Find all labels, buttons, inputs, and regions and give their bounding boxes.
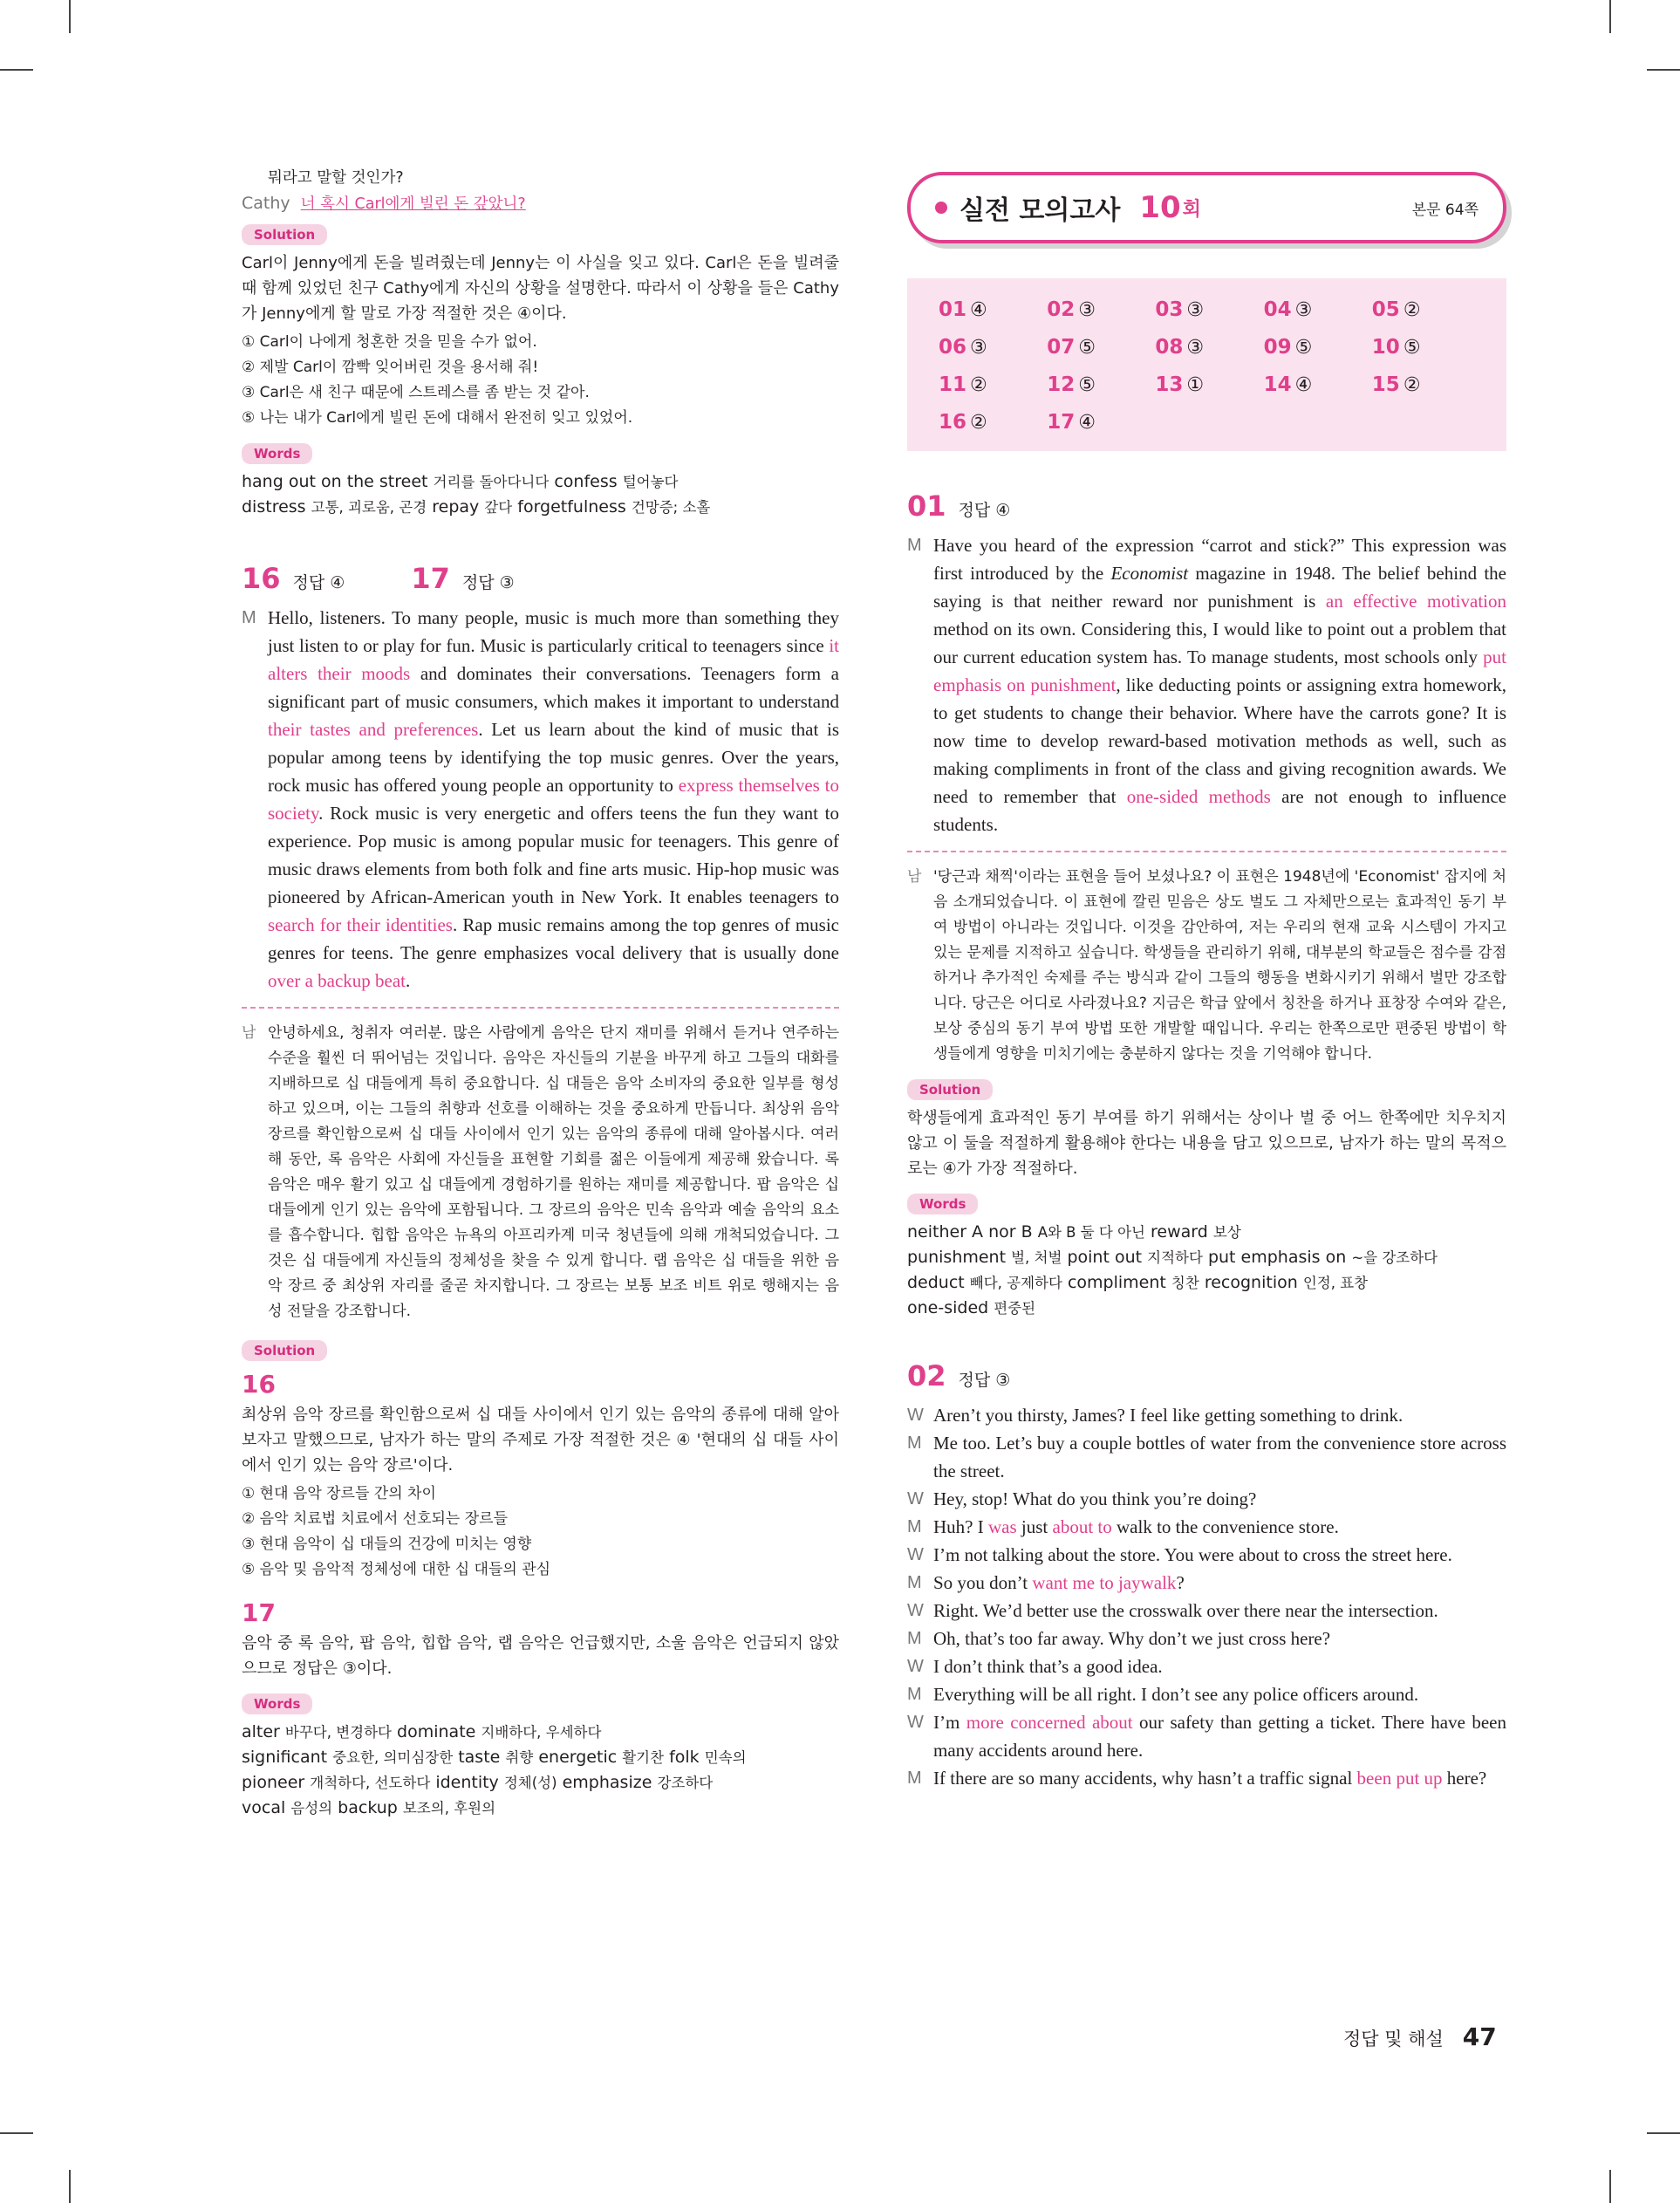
page-reference: 본문 64쪽	[1411, 201, 1479, 219]
speaker-label: W	[907, 1657, 924, 1676]
translation-text: 안녕하세요, 청취자 여러분. 많은 사람에게 음악은 단지 재미를 위해서 듣거나 연주하는 수준을 훨씬 더 뛰어넘는 것입니다. 음악은 자신들의 기분을 바꾸게 하고 그들의 대화를 지배하므로 십 대들에게 특히 중요합니다. 십 대들은 음악 소비자의 중요한 일부를 형성하고 있으며, 이는 그들의 취향과 선호를 이해하는 것을 중요하게 만듭니다. 최상위 음악 장르를 확인함으로써 십 대들 사이에서 인기 있는 음악의 종류에 대해 알아봅시다. 여러 해 동안, 록 음악은 사회에 자신들을 표현할 기회를 젊은 이들에게 제공해 왔습니다. 록 음악은 매우 활기 있고 십 대들에게 경험하기를 원하는 재미를 제공합니다. 팝 음악은 십 대들에게 인기 있는 음악에 포함됩니다. 그 장르의 음악은 민속 음악과 예술 음악의 요소를 흡수합니다. 힙합 음악은 뉴욕의 아프리카계 미국 청년들에 의해 개척되었습니다. 그것은 십 대들에게 자신들의 정체성을 찾을 수 있게 합니다. 랩 음악은 십 대들을 위한 음악 장르 중 최상위 자리를 줄곧 차지합니다. 그 장르는 보통 보조 비트 위로 행해지는 음성 전달을 강조합니다.	[268, 1024, 839, 1320]
answer-cell	[939, 407, 1047, 439]
answer-choice: ②	[970, 374, 987, 396]
word-term: taste	[458, 1748, 501, 1767]
answer-cell	[1372, 369, 1480, 401]
answer-choice: ①	[1186, 374, 1205, 396]
word-meaning: 강조하다	[657, 1775, 714, 1791]
answer-choice: ③	[1186, 337, 1205, 359]
word-term: emphasize	[562, 1773, 652, 1792]
solution-badge: Solution	[242, 1340, 327, 1361]
word-meaning: 보조의, 후원의	[402, 1800, 496, 1816]
word-meaning: 취향	[505, 1749, 534, 1766]
answer-label: 정답 ③	[958, 1371, 1011, 1390]
dialogue-text	[933, 1541, 1506, 1569]
question-number: 01	[907, 489, 946, 523]
words-badge: Words	[907, 1194, 978, 1214]
answer-number: 13	[1155, 373, 1184, 396]
word-term: forgetfulness	[517, 497, 626, 517]
solution-options	[242, 1481, 839, 1583]
dialogue-script	[907, 1401, 1506, 1792]
word-meaning: 건망증; 소홀	[631, 499, 711, 516]
answer-number: 07	[1047, 336, 1076, 359]
answer-number: 04	[1263, 298, 1292, 321]
word-term: punishment	[907, 1248, 1007, 1267]
answer-choice: ④	[970, 299, 987, 321]
highlighted-phrase: it alters their moods	[268, 635, 839, 684]
script-segment: just	[1016, 1516, 1053, 1537]
listening-script	[242, 604, 839, 995]
answer-choice: ②	[1403, 299, 1421, 321]
solution-number: 16	[242, 1370, 276, 1399]
speaker-label: W	[907, 1713, 924, 1732]
option-item: ⑤ 나는 내가 Carl에게 빌린 돈에 대해서 완전히 잊고 있었어.	[242, 409, 633, 427]
word-term: recognition	[1204, 1273, 1298, 1292]
answer-choice: ⑤	[1403, 337, 1421, 359]
section-header	[907, 172, 1506, 243]
dialogue-line	[907, 1541, 1506, 1569]
speaker-label: W	[907, 1601, 924, 1620]
highlighted-phrase: over a backup beat	[268, 970, 406, 991]
script-segment: So you don’t	[933, 1572, 1033, 1593]
highlighted-phrase: been put up	[1356, 1768, 1443, 1789]
answer-cell	[1264, 294, 1372, 326]
highlighted-phrase: about to	[1052, 1516, 1112, 1537]
prev-question-tail: 뭐라고 말할 것인가?	[268, 169, 404, 187]
answer-cell	[1047, 407, 1155, 439]
script-segment: are not enough to influence students.	[933, 786, 1506, 835]
question-header-01	[907, 489, 1506, 523]
words-row	[242, 1796, 839, 1821]
script-segment: and dominates their conversations. Teenagers form a significant part of music consumers, which makes it important to understand	[268, 663, 839, 712]
speaker-label: M	[907, 1629, 922, 1648]
answer-number: 15	[1371, 373, 1400, 396]
answer-label: 정답 ③	[461, 573, 515, 592]
option-item: ⑤ 음악 및 음악적 정체성에 대한 십 대들의 관심	[242, 1561, 551, 1578]
word-term: energetic	[538, 1748, 618, 1767]
answer-choice: ⑤	[1294, 337, 1313, 359]
footer-label: 정답 및 해설	[1343, 2029, 1444, 2049]
script-segment: Hey, stop! What do you think you’re doing?	[933, 1488, 1257, 1509]
answer-cell	[1155, 369, 1263, 401]
answer-number: 01	[939, 298, 967, 321]
dialogue-line	[907, 1680, 1506, 1708]
dialogue-text	[933, 1764, 1506, 1792]
answer-cell	[1264, 332, 1372, 364]
answer-cell	[1047, 332, 1155, 364]
dialogue-line	[907, 1625, 1506, 1652]
words-badge: Words	[242, 443, 312, 464]
word-meaning: 활기찬	[622, 1749, 665, 1766]
answer-choice: ③	[970, 337, 987, 359]
question-header-16-17	[242, 562, 839, 595]
answer-choice: ②	[1403, 374, 1421, 396]
words-row	[907, 1220, 1506, 1245]
answer-number: 11	[939, 373, 967, 396]
script-segment: . Rock music is very energetic and offers teens the fun they want to experience. Pop music is among popular music for teenagers. This genre of music draws elements from both folk and fine arts music. Hip-hop music was pioneered by African-American youth in New York. It enables teenagers to	[268, 803, 839, 907]
speaker-label: Cathy	[242, 194, 290, 213]
highlighted-phrase: more concerned about	[966, 1712, 1133, 1733]
script-segment: Have you heard of the expression “carrot and stick?” This expression was first introduced by the	[933, 535, 1506, 584]
dialogue-line	[907, 1401, 1506, 1429]
crop-mark	[69, 2170, 71, 2203]
speaker-label: 남	[907, 868, 922, 886]
word-meaning: 인정, 표창	[1302, 1275, 1369, 1291]
answer-number: 08	[1155, 336, 1184, 359]
answer-choice: ②	[970, 412, 987, 434]
words-list	[907, 1220, 1506, 1321]
translation-text: '당근과 채찍'이라는 표현을 들어 보셨나요? 이 표현은 1948년에 'Economist' 잡지에 처음 소개되었습니다. 이 표현에 깔린 믿음은 상도 벌도 그 자체만으로는 효과적인 동기 부여 방법이 아니라는 것입니다. 이것을 감안하여, 저는 우리의 현재 교육 시스템이 가지고 있는 문제를 지적하고 싶습니다. 학생들을 관리하기 위해, 대부분의 학교들은 점수를 감점하거나 추가적인 숙제를 주는 방식과 같이 그들의 행동을 변화시키기 위해서 벌만 강조합니다. 당근은 어디로 사라졌나요? 지금은 학급 앞에서 칭찬을 하거나 표창장 수여와 같은, 보상 중심의 동기 부여 방법 또한 개발할 때입니다. 우리는 한쪽으로만 편중된 방법이 학생들에게 영향을 미치기에는 충분하지 않다는 것을 기억해야 합니다.	[933, 868, 1506, 1063]
highlighted-phrase: was	[987, 1516, 1017, 1537]
page-footer	[1343, 2022, 1497, 2051]
crop-mark	[1647, 2132, 1680, 2134]
word-meaning: 칭찬	[1171, 1275, 1199, 1291]
answer-choice: ④	[1294, 374, 1313, 396]
test-number: 10	[1139, 190, 1181, 225]
script-segment: our safety than getting a ticket. There have been many accidents around here.	[933, 1712, 1506, 1761]
word-meaning: 고통, 괴로움, 곤경	[311, 499, 427, 516]
script-segment: Everything will be all right. I don’t see any police officers around.	[933, 1684, 1419, 1705]
speaker-label: M	[907, 1769, 922, 1788]
answer-number: 10	[1371, 336, 1400, 359]
script-text	[268, 604, 839, 995]
answer-cell	[939, 332, 1047, 364]
word-term: dominate	[397, 1722, 476, 1741]
dashed-divider	[242, 1007, 839, 1009]
word-meaning: 지배하다, 우세하다	[481, 1724, 602, 1741]
script-segment: I don’t think that’s a good idea.	[933, 1656, 1163, 1677]
word-term: distress	[242, 497, 306, 517]
answer-cell	[1047, 294, 1155, 326]
word-term: folk	[669, 1748, 700, 1767]
words-row	[242, 469, 839, 495]
speaker-label: M	[907, 1433, 922, 1453]
answer-number: 03	[1155, 298, 1184, 321]
speaker-label: M	[907, 536, 922, 555]
word-meaning: 벌, 처벌	[1011, 1249, 1062, 1266]
script-segment: Aren’t you thirsty, James? I feel like getting something to drink.	[933, 1405, 1403, 1426]
words-row	[907, 1296, 1506, 1321]
answer-number: 17	[1047, 411, 1076, 434]
script-segment: Hello, listeners. To many people, music is much more than something they just listen to or play for fun. Music is particularly critical to teenagers since	[268, 607, 839, 656]
dialogue-text	[933, 1429, 1506, 1485]
speaker-label: M	[907, 1517, 922, 1536]
question-number: 16	[242, 562, 281, 595]
word-meaning: 털어놓다	[622, 474, 679, 490]
dialogue-text	[933, 1569, 1506, 1597]
solution-number: 17	[242, 1598, 276, 1627]
words-row	[242, 1745, 839, 1770]
word-meaning: 민속의	[704, 1749, 747, 1766]
dialogue-line	[907, 1597, 1506, 1625]
word-term: identity	[435, 1773, 499, 1792]
highlighted-phrase: search for their identities	[268, 914, 453, 935]
korean-translation	[242, 1021, 839, 1324]
words-badge: Words	[242, 1693, 312, 1714]
highlighted-phrase: an effective motivation	[1325, 591, 1507, 612]
crop-mark	[69, 0, 71, 33]
words-row	[242, 495, 839, 520]
word-meaning: 중요한, 의미심장한	[332, 1749, 454, 1766]
word-term: reward	[1151, 1222, 1208, 1242]
word-meaning: 개척하다, 선도하다	[310, 1775, 431, 1791]
dialogue-text	[933, 1652, 1506, 1680]
solution-badge: Solution	[242, 224, 327, 245]
script-segment: method on its own. Considering this, I would like to point out a problem that our current education system has. To manage students, most schools only	[933, 619, 1506, 667]
section-title: 실전 모의고사	[960, 195, 1121, 226]
script-segment: Oh, that’s too far away. Why don’t we just cross here?	[933, 1628, 1331, 1649]
words-row	[907, 1270, 1506, 1296]
solution-text: 최상위 음악 장르를 확인함으로써 십 대들 사이에서 인기 있는 음악의 종류에 대해 알아보자고 말했으므로, 남자가 하는 말의 주제로 가장 적절한 것은 ④ '현대의 십 대들 사이에서 인기 있는 음악 장르'이다.	[242, 1406, 839, 1474]
answer-cell	[939, 294, 1047, 326]
crop-mark	[1647, 69, 1680, 71]
answer-choice: ⑤	[1078, 337, 1096, 359]
word-term: compliment	[1067, 1273, 1166, 1292]
word-meaning: 정체(성)	[503, 1775, 557, 1791]
script-segment: .	[406, 970, 411, 991]
answer-number: 14	[1263, 373, 1292, 396]
answer-cell	[1372, 332, 1480, 364]
test-number-suffix: 회	[1182, 198, 1201, 221]
option-item: ① Carl이 나에게 청혼한 것을 믿을 수가 없어.	[242, 333, 537, 351]
answer-choice: ③	[1294, 299, 1313, 321]
word-term: hang out on the street	[242, 472, 428, 491]
words-list	[242, 1720, 839, 1821]
script-segment: . Rap music remains among the top genres of music genres for teens. The genre emphasizes vocal delivery that is usually done	[268, 914, 839, 963]
script-segment: Me too. Let’s buy a couple bottles of water from the convenience store across the street.	[933, 1433, 1506, 1481]
answer-choice: ⑤	[1078, 374, 1096, 396]
word-term: significant	[242, 1748, 328, 1767]
dialogue-line	[907, 1708, 1506, 1764]
option-item: ① 현대 음악 장르들 간의 차이	[242, 1485, 436, 1502]
script-segment: ?	[1176, 1572, 1185, 1593]
answer-choice: ④	[1078, 412, 1096, 434]
word-term: one-sided	[907, 1298, 989, 1317]
words-row	[242, 1770, 839, 1796]
answer-cell	[1155, 294, 1263, 326]
option-item: ③ Carl은 새 친구 때문에 스트레스를 좀 받는 것 같아.	[242, 384, 590, 401]
word-term: repay	[432, 497, 480, 517]
dialogue-text	[933, 1680, 1506, 1708]
solution-options	[242, 330, 839, 431]
speaker-label: M	[907, 1685, 922, 1704]
answer-number: 02	[1047, 298, 1076, 321]
word-term: confess	[554, 472, 618, 491]
korean-translation	[907, 865, 1506, 1067]
dialogue-text	[933, 1401, 1506, 1429]
crop-mark	[1609, 2170, 1611, 2203]
speaker-label: M	[242, 608, 256, 627]
option-item: ② 제발 Carl이 깜빡 잊어버린 것을 용서해 줘!	[242, 359, 539, 376]
answer-key-grid	[907, 278, 1506, 451]
highlighted-phrase: their tastes and preferences	[268, 719, 479, 740]
answer-cell	[1155, 332, 1263, 364]
script-segment: magazine in 1948. The belief behind the saying is that neither reward nor punishment is	[933, 563, 1507, 612]
word-term: alter	[242, 1722, 280, 1741]
highlighted-phrase: express themselves to society	[268, 775, 840, 824]
dialogue-text	[933, 1625, 1506, 1652]
highlighted-phrase: put emphasis on punishment	[933, 647, 1506, 695]
script-segment: , like deducting points or assigning extra homework, to get students to change their behavior. Where have the carrots gone? It is now time to develop reward-based motivation methods as well, such as making compliments in front of the class and giving recognition awards. We need to remember that	[933, 674, 1506, 807]
word-meaning: 빼다, 공제하다	[969, 1275, 1062, 1291]
crop-mark	[1609, 0, 1611, 33]
script-segment: If there are so many accidents, why hasn’t a traffic signal	[933, 1768, 1357, 1789]
option-item: ③ 현대 음악이 십 대들의 건강에 미치는 영향	[242, 1536, 532, 1553]
words-row	[907, 1245, 1506, 1270]
speaker-label: M	[907, 1573, 922, 1592]
question-header-02	[907, 1359, 1506, 1392]
highlighted-line: 너 혹시 Carl에게 빌린 돈 갚았니?	[300, 195, 526, 213]
script-segment: Right. We’d better use the crosswalk over there near the intersection.	[933, 1600, 1438, 1621]
dialogue-text	[933, 1485, 1506, 1513]
highlighted-phrase: one-sided methods	[1126, 786, 1271, 807]
crop-mark	[0, 69, 33, 71]
question-number: 17	[411, 562, 450, 595]
answer-choice: ③	[1078, 299, 1096, 321]
answer-number: 16	[939, 411, 967, 434]
word-term: point out	[1067, 1248, 1143, 1267]
word-meaning: 보상	[1212, 1224, 1241, 1241]
word-term: vocal	[242, 1798, 286, 1817]
word-meaning: 거리를 돌아다니다	[433, 474, 550, 490]
answer-number: 06	[939, 336, 967, 359]
word-meaning: 갚다	[484, 499, 513, 516]
dialogue-text	[933, 1708, 1506, 1764]
speaker-label: W	[907, 1406, 924, 1425]
word-term: pioneer	[242, 1773, 305, 1792]
solution-text: 음악 중 록 음악, 팝 음악, 힙합 음악, 랩 음악은 언급했지만, 소울 음악은 언급되지 않았으므로 정답은 ③이다.	[242, 1634, 839, 1678]
listening-script	[907, 531, 1506, 838]
answer-label: 정답 ④	[958, 501, 1011, 520]
dashed-divider	[907, 851, 1506, 852]
script-text	[933, 531, 1506, 838]
left-column	[242, 166, 839, 1821]
script-segment: Huh? I	[933, 1516, 988, 1537]
answer-cell	[1264, 369, 1372, 401]
script-segment: here?	[1442, 1768, 1487, 1789]
highlighted-phrase: want me to jaywalk	[1032, 1572, 1177, 1593]
word-meaning: ~을 강조하다	[1351, 1249, 1438, 1266]
solution-badge: Solution	[907, 1079, 993, 1100]
dialogue-line	[907, 1513, 1506, 1541]
dialogue-text	[933, 1597, 1506, 1625]
dialogue-text	[933, 1513, 1506, 1541]
crop-mark	[0, 2132, 33, 2134]
answer-label: 정답 ④	[292, 573, 345, 592]
word-term: deduct	[907, 1273, 965, 1292]
word-meaning: 지적하다	[1147, 1249, 1203, 1266]
script-segment: . Let us learn about the kind of music that is popular among teens by identifying the top music genres. Over the years, rock music has offered young people an opportunity to	[268, 719, 840, 796]
page-number: 47	[1462, 2022, 1497, 2051]
words-row	[242, 1720, 839, 1745]
words-list	[242, 469, 839, 520]
script-segment: I’m not talking about the store. You were about to cross the street here.	[933, 1544, 1452, 1565]
word-term: neither A nor B	[907, 1222, 1033, 1242]
italic-title: Economist	[1110, 563, 1189, 584]
answer-cell	[1047, 369, 1155, 401]
answer-number: 12	[1047, 373, 1076, 396]
answer-choice: ③	[1186, 299, 1205, 321]
word-term: backup	[338, 1798, 398, 1817]
word-meaning: 음성의	[290, 1800, 333, 1816]
speaker-label: 남	[242, 1024, 256, 1042]
speaker-label: W	[907, 1545, 924, 1564]
option-item: ② 음악 치료법 치료에서 선호되는 장르들	[242, 1510, 509, 1528]
script-segment: I’m	[933, 1712, 966, 1733]
answer-cell	[939, 369, 1047, 401]
word-meaning: 바꾸다, 변경하다	[284, 1724, 392, 1741]
prev-dialogue-line	[242, 191, 839, 217]
dialogue-line	[907, 1569, 1506, 1597]
dialogue-line	[907, 1485, 1506, 1513]
script-segment: walk to the convenience store.	[1111, 1516, 1339, 1537]
solution-text: Carl이 Jenny에게 돈을 빌려줬는데 Jenny는 이 사실을 잊고 있다. Carl은 돈을 빌려줄 때 함께 있었던 친구 Cathy에게 자신의 상황을 설명한다. 따라서 이 상황을 들은 Cathy가 Jenny에게 할 말로 가장 적절한 것은 ④이다.	[242, 254, 839, 323]
word-meaning: A와 B 둘 다 아닌	[1037, 1224, 1145, 1241]
question-number: 02	[907, 1359, 946, 1392]
bullet-dot-icon	[935, 202, 947, 214]
answer-number: 09	[1263, 336, 1292, 359]
dialogue-line	[907, 1764, 1506, 1792]
answer-cell	[1372, 294, 1480, 326]
answer-number: 05	[1371, 298, 1400, 321]
word-meaning: 편중된	[994, 1300, 1036, 1317]
speaker-label: W	[907, 1489, 924, 1509]
dialogue-line	[907, 1429, 1506, 1485]
right-column	[907, 172, 1506, 1792]
solution-text: 학생들에게 효과적인 동기 부여를 하기 위해서는 상이나 벌 중 어느 한쪽에만 치우치지 않고 이 둘을 적절하게 활용해야 한다는 내용을 담고 있으므로, 남자가 하는 말의 목적으로는 ④가 가장 적절하다.	[907, 1109, 1506, 1178]
dialogue-line	[907, 1652, 1506, 1680]
word-term: put emphasis on	[1207, 1248, 1347, 1267]
